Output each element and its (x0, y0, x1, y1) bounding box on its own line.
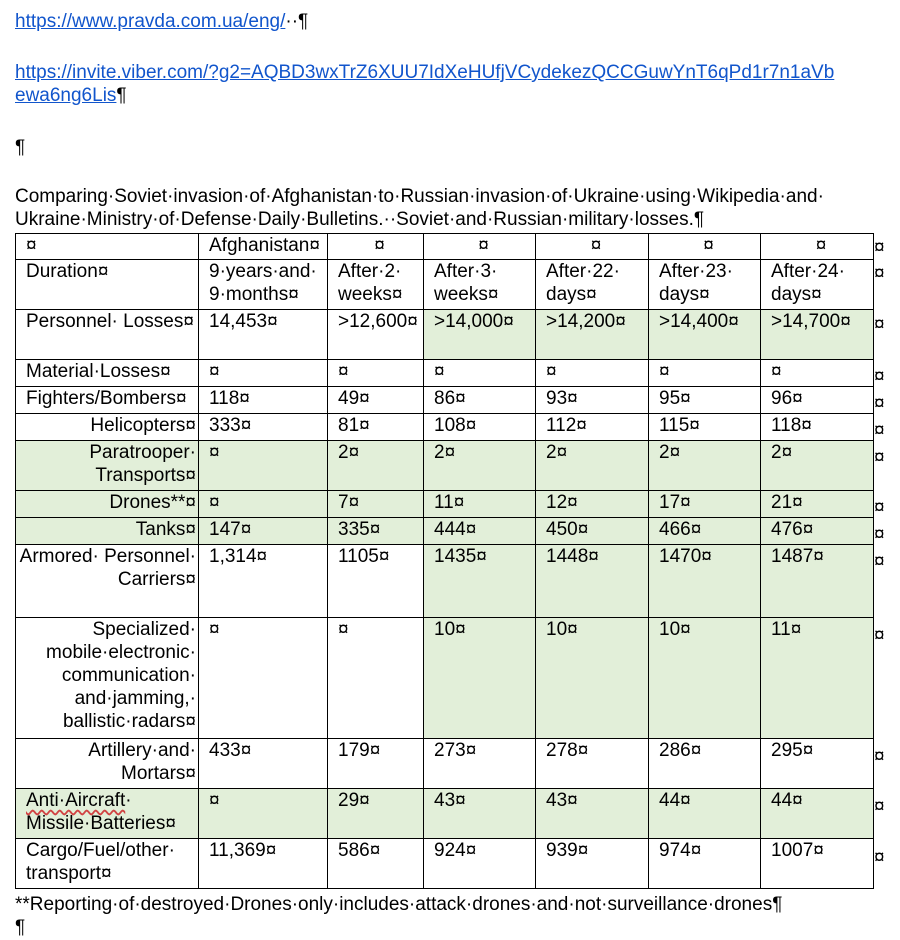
viber-link-line-1 (15, 61, 834, 84)
table-row (16, 618, 874, 739)
row-label: Paratrooper· Transports¤ (16, 441, 199, 491)
table-cell: 286¤ (649, 739, 761, 789)
table-cell: >14,000¤ (424, 310, 536, 360)
table-cell: 179¤ (328, 739, 424, 789)
row-label (16, 789, 199, 839)
table-cell: 49¤ (328, 387, 424, 414)
table-cell: 21¤ (761, 491, 874, 518)
row-end-mark: ¤ (874, 314, 885, 335)
table-cell: 1435¤ (424, 545, 536, 618)
table-cell: 112¤ (536, 414, 649, 441)
table-cell: 14,453¤ (199, 310, 328, 360)
table-row (16, 387, 874, 414)
table-cell: ¤ (328, 360, 424, 387)
table-row (16, 360, 874, 387)
row-label: Personnel· Losses¤ (16, 310, 199, 360)
table-cell: 924¤ (424, 839, 536, 889)
table-cell: ¤ (424, 360, 536, 387)
header-cell: ¤ (649, 234, 761, 260)
table-row (16, 414, 874, 441)
row-label: Helicopters¤ (16, 414, 199, 441)
table-row (16, 839, 874, 889)
table-cell: 11,369¤ (199, 839, 328, 889)
losses-table (15, 233, 874, 889)
table-header-row (16, 234, 874, 260)
table-cell: 11¤ (761, 618, 874, 739)
table-cell: 476¤ (761, 518, 874, 545)
row-end-mark: ¤ (874, 447, 885, 468)
table-cell: 1448¤ (536, 545, 649, 618)
table-cell: After·3· weeks¤ (424, 260, 536, 310)
table-cell: 974¤ (649, 839, 761, 889)
table-cell: 95¤ (649, 387, 761, 414)
table-row (16, 518, 874, 545)
row-end-mark: ¤ (874, 847, 885, 868)
row-label: Tanks¤ (16, 518, 199, 545)
table-cell: After·24· days¤ (761, 260, 874, 310)
empty-paragraph: ¶ (15, 137, 26, 158)
row-end-mark: ¤ (874, 263, 885, 284)
table-cell: ¤ (199, 789, 328, 839)
viber-link-trail: ¶ (116, 85, 127, 106)
table-cell: 433¤ (199, 739, 328, 789)
table-cell: 43¤ (424, 789, 536, 839)
table-cell: 44¤ (761, 789, 874, 839)
table-cell: 466¤ (649, 518, 761, 545)
table-cell: >12,600¤ (328, 310, 424, 360)
table-cell: 10¤ (536, 618, 649, 739)
table-cell: 11¤ (424, 491, 536, 518)
table-cell: 1470¤ (649, 545, 761, 618)
table-cell: 335¤ (328, 518, 424, 545)
table-row (16, 789, 874, 839)
header-cell: Afghanistan¤ (199, 234, 328, 260)
table-cell: >14,200¤ (536, 310, 649, 360)
table-cell: 586¤ (328, 839, 424, 889)
table-cell: ¤ (199, 360, 328, 387)
table-row (16, 441, 874, 491)
spell-flagged-word[interactable]: Anti·Aircraft (26, 790, 126, 811)
row-label: Cargo/Fuel/other· transport¤ (16, 839, 199, 889)
table-row (16, 260, 874, 310)
row-end-mark: ¤ (874, 366, 885, 387)
pravda-link[interactable]: https://www.pravda.com.ua/eng/ (15, 11, 286, 32)
table-cell: 295¤ (761, 739, 874, 789)
pravda-link-line (15, 10, 308, 33)
row-end-mark: ¤ (874, 625, 885, 646)
viber-link-continued[interactable]: ewa6ng6Lis (15, 85, 117, 106)
table-cell: 1487¤ (761, 545, 874, 618)
table-cell: 108¤ (424, 414, 536, 441)
table-cell: 147¤ (199, 518, 328, 545)
row-end-mark: ¤ (874, 524, 885, 545)
row-end-mark: ¤ (874, 420, 885, 441)
viber-link[interactable]: https://invite.viber.com/?g2=AQBD3wxTrZ6XUU7IdXeHUfjVCydekezQCCGuwYnT6qPd1r7n1aVb (15, 62, 835, 83)
table-cell: 1105¤ (328, 545, 424, 618)
table-cell: 2¤ (328, 441, 424, 491)
table-cell: ¤ (328, 618, 424, 739)
row-end-mark: ¤ (874, 497, 885, 518)
pravda-link-trail: ··¶ (285, 11, 309, 32)
row-label: Material·Losses¤ (16, 360, 199, 387)
row-end-mark: ¤ (874, 237, 885, 258)
intro-line-2: Ukraine·Ministry·of·Defense·Daily·Bulletins.··Soviet·and·Russian·military·losses.¶ (15, 209, 705, 230)
table-cell: 7¤ (328, 491, 424, 518)
table-cell: 450¤ (536, 518, 649, 545)
table-cell: 939¤ (536, 839, 649, 889)
table-cell: 29¤ (328, 789, 424, 839)
table-cell: 44¤ (649, 789, 761, 839)
table-cell: 12¤ (536, 491, 649, 518)
table-cell: 17¤ (649, 491, 761, 518)
table-cell: 81¤ (328, 414, 424, 441)
row-label: Drones**¤ (16, 491, 199, 518)
row-label-rest: · Missile·Batteries¤ (26, 790, 176, 834)
table-cell: ¤ (536, 360, 649, 387)
intro-line-1: Comparing·Soviet·invasion·of·Afghanistan·to·Russian·invasion·of·Ukraine·using·Wikipedia·and· (15, 186, 824, 207)
table-cell: ¤ (649, 360, 761, 387)
header-cell: ¤ (328, 234, 424, 260)
table-cell: >14,700¤ (761, 310, 874, 360)
table-cell: 2¤ (649, 441, 761, 491)
table-cell: 1007¤ (761, 839, 874, 889)
table-cell: ¤ (199, 618, 328, 739)
table-row (16, 310, 874, 360)
table-cell: 115¤ (649, 414, 761, 441)
table-cell: ¤ (199, 491, 328, 518)
table-cell: 333¤ (199, 414, 328, 441)
row-label: Artillery·and· Mortars¤ (16, 739, 199, 789)
table-cell: 278¤ (536, 739, 649, 789)
table-cell: 93¤ (536, 387, 649, 414)
table-row (16, 545, 874, 618)
table-cell: 2¤ (761, 441, 874, 491)
table-cell: 444¤ (424, 518, 536, 545)
row-label: Duration¤ (16, 260, 199, 310)
table-cell: After·2· weeks¤ (328, 260, 424, 310)
table-cell: 118¤ (761, 414, 874, 441)
row-label: Specialized· mobile·electronic· communication· and·jamming,· ballistic·radars¤ (16, 618, 199, 739)
table-cell: 10¤ (424, 618, 536, 739)
row-label: Fighters/Bombers¤ (16, 387, 199, 414)
table-cell: 2¤ (424, 441, 536, 491)
table-cell: After·23· days¤ (649, 260, 761, 310)
table-row (16, 739, 874, 789)
table-cell: 10¤ (649, 618, 761, 739)
table-cell: 273¤ (424, 739, 536, 789)
header-cell: ¤ (424, 234, 536, 260)
table-cell: ¤ (199, 441, 328, 491)
header-cell: ¤ (761, 234, 874, 260)
table-cell: 86¤ (424, 387, 536, 414)
footnote: **Reporting·of·destroyed·Drones·only·includes·attack·drones·and·not·surveillance·drones¶ (15, 894, 783, 915)
table-cell: 9·years·and· 9·months¤ (199, 260, 328, 310)
row-end-mark: ¤ (874, 796, 885, 817)
table-cell: After·22· days¤ (536, 260, 649, 310)
row-end-mark: ¤ (874, 393, 885, 414)
table-cell: 96¤ (761, 387, 874, 414)
viber-link-line-2 (15, 84, 127, 107)
row-label: Armored· Personnel· Carriers¤ (16, 545, 199, 618)
row-end-mark: ¤ (874, 746, 885, 767)
table-cell: 2¤ (536, 441, 649, 491)
table-cell: ¤ (761, 360, 874, 387)
table-cell: 1,314¤ (199, 545, 328, 618)
table-cell: 118¤ (199, 387, 328, 414)
table-cell: 43¤ (536, 789, 649, 839)
table-cell: >14,400¤ (649, 310, 761, 360)
row-end-mark: ¤ (874, 551, 885, 572)
header-cell: ¤ (16, 234, 199, 260)
header-cell: ¤ (536, 234, 649, 260)
final-paragraph-mark: ¶ (15, 917, 26, 938)
table-row (16, 491, 874, 518)
